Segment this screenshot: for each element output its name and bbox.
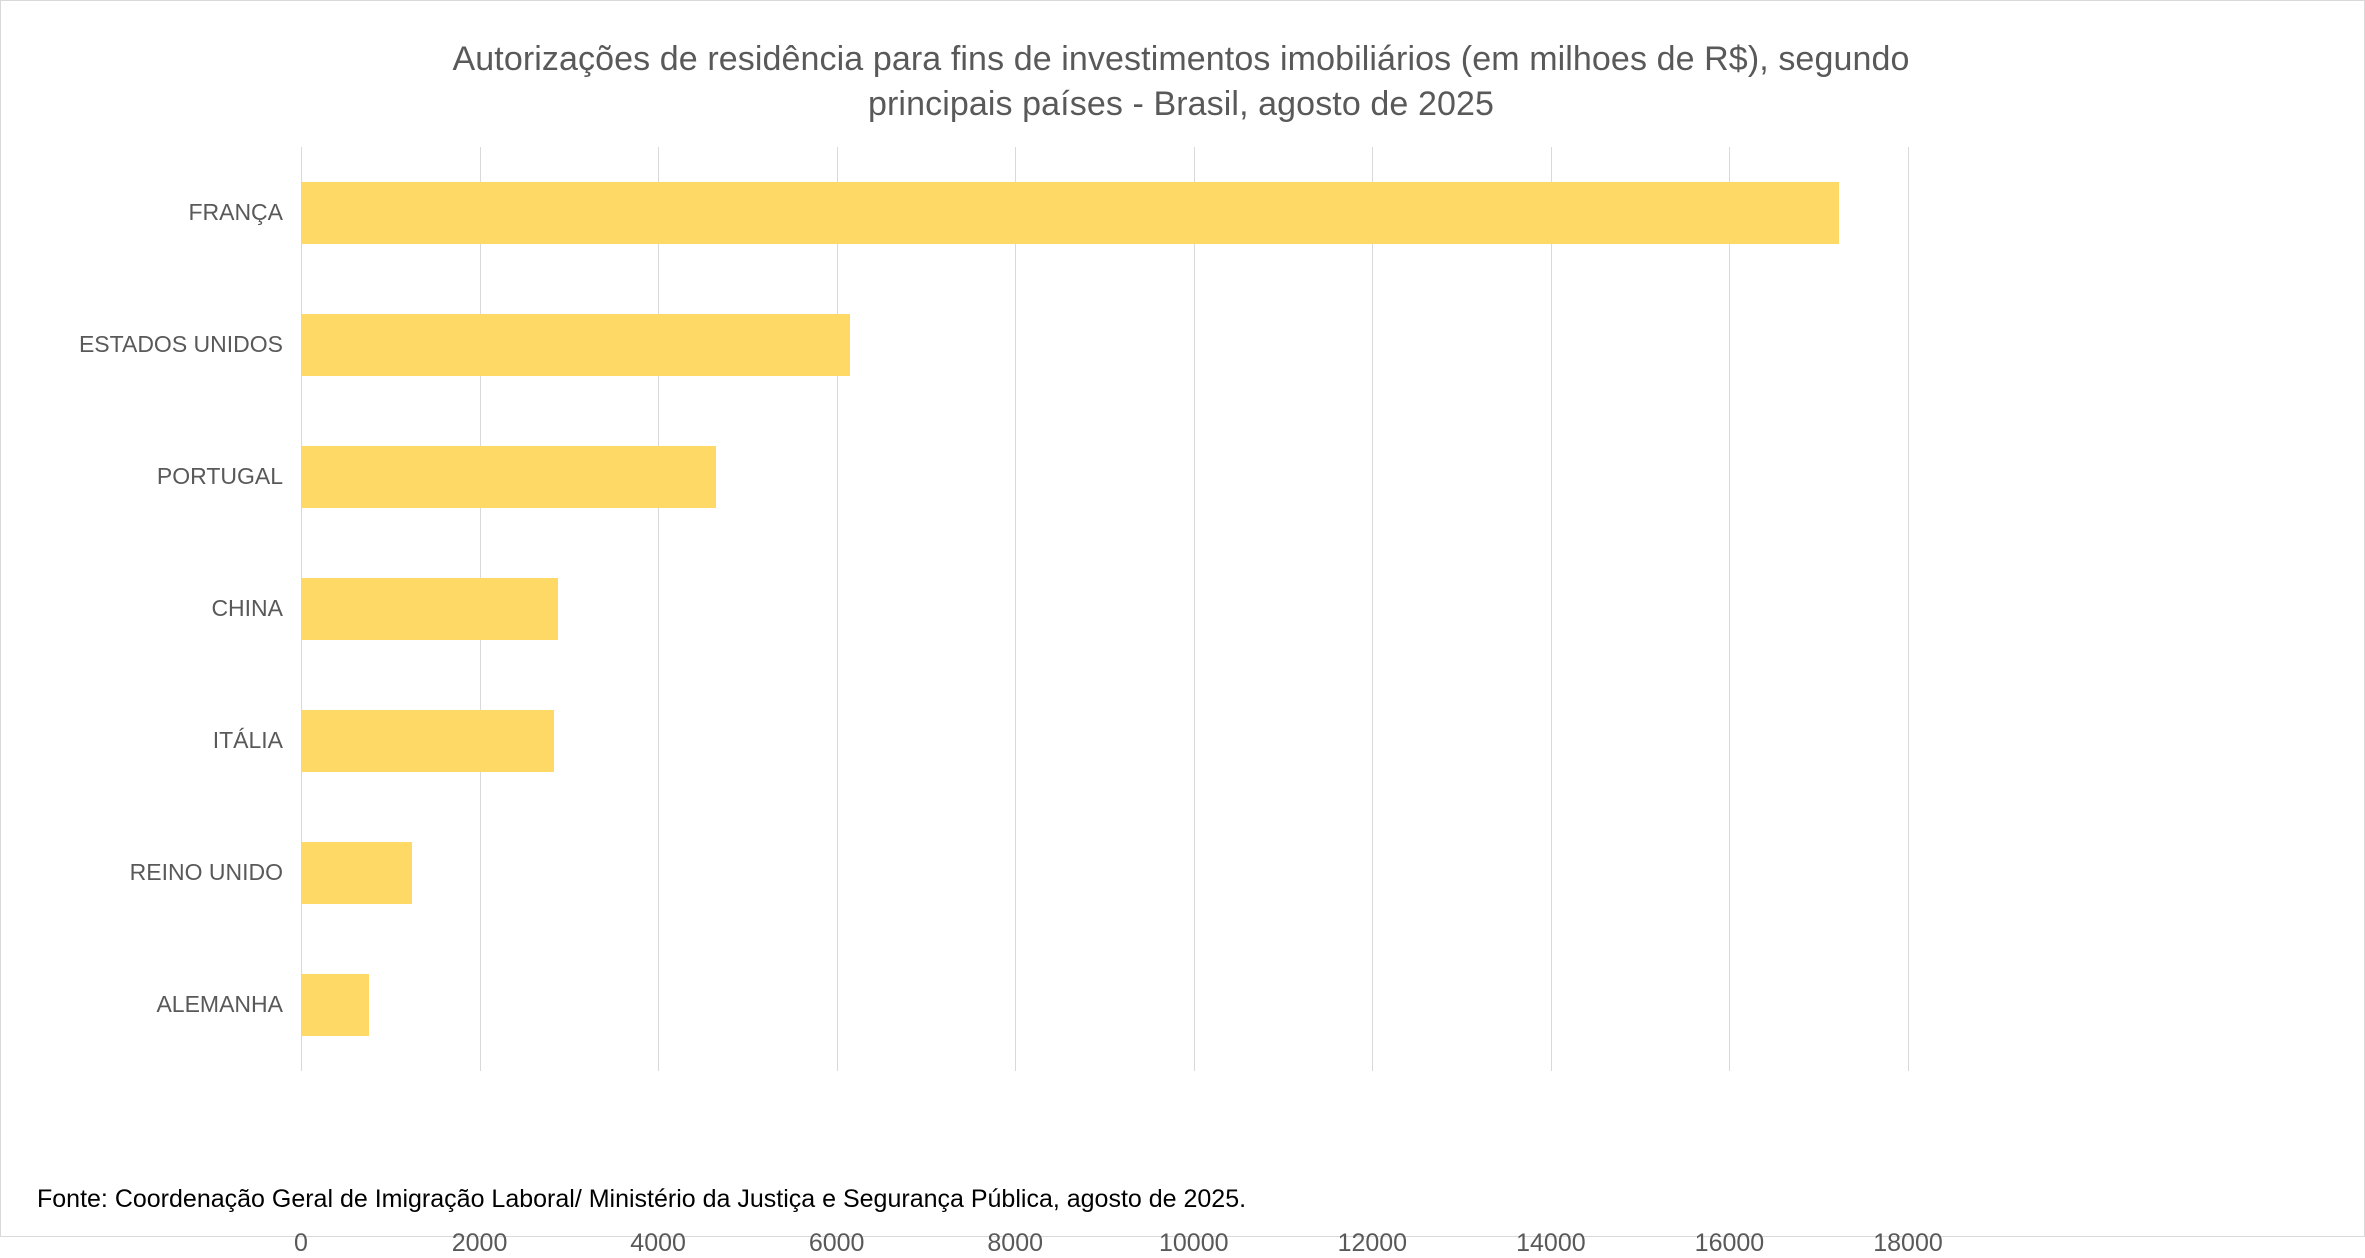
bar[interactable] [301,182,1839,244]
bar-row [301,446,1908,508]
bar-row [301,974,1908,1036]
bar[interactable] [301,578,558,640]
bar[interactable] [301,974,369,1036]
bar[interactable] [301,314,850,376]
x-axis-tick-label: 18000 [1873,1229,1943,1257]
x-axis-tick-label: 14000 [1516,1229,1586,1257]
bar-row [301,842,1908,904]
category-label: FRANÇA [188,199,283,225]
bar-row [301,182,1908,244]
category-label: REINO UNIDO [129,859,283,885]
bar[interactable] [301,710,554,772]
x-axis-tick-label: 4000 [630,1229,686,1257]
x-axis-tick-label: 12000 [1337,1229,1408,1257]
bar-row [301,710,1908,772]
bar-row [301,314,1908,376]
x-axis-tick-label: 0 [294,1229,308,1257]
chart-title-line-2: principais países - Brasil, agosto de 2025 [868,84,1494,123]
x-axis-tick-label: 6000 [808,1229,865,1257]
x-axis-tick-label: 10000 [1159,1229,1229,1257]
x-axis-tick-label: 8000 [987,1229,1044,1257]
chart-title [151,37,2211,127]
source-note: Fonte: Coordenação Geral de Imigração Laboral/ Ministério da Justiça e Segurança Pública, agosto de 2025. [37,1185,1247,1213]
category-label: PORTUGAL [156,463,283,489]
bar[interactable] [301,446,716,508]
x-gridline [1908,147,1909,1071]
category-label: ITÁLIA [212,727,283,753]
x-axis-tick-label: 16000 [1694,1229,1765,1257]
chart-title-line-1: Autorizações de residência para fins de investimentos imobiliários (em milhoes de R$), segundo [452,40,1910,78]
bar-row [301,578,1908,640]
category-label: ESTADOS UNIDOS [78,331,283,357]
category-label: CHINA [211,595,283,621]
bar[interactable] [301,842,412,904]
x-axis-tick-label: 2000 [451,1229,508,1257]
category-label: ALEMANHA [156,991,283,1017]
